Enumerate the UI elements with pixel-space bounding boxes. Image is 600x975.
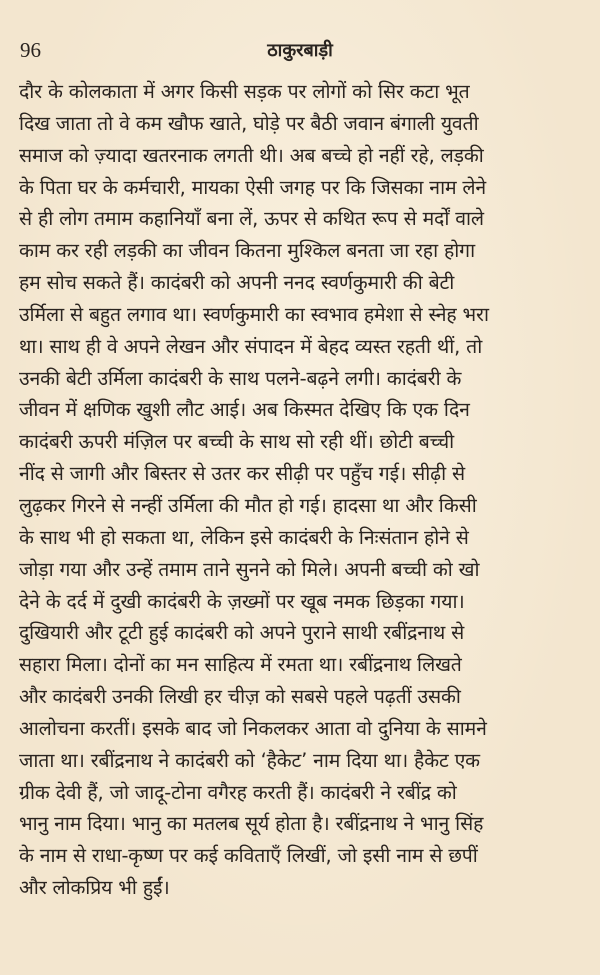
text-line: उर्मिला से बहुत लगाव था। स्वर्णकुमारी का स्वभाव हमेशा से स्नेह भरा xyxy=(19,302,489,326)
page-header xyxy=(20,38,580,66)
text-line: भानु नाम दिया। भानु का मतलब सूर्य होता है। रबींद्रनाथ ने भानु सिंह xyxy=(19,812,484,836)
text-line: जाता था। रबींद्रनाथ ने कादंबरी को ‘हैकेट’ नाम दिया था। हैकेट एक xyxy=(19,748,480,772)
text-line: और लोकप्रिय भी हुईं। xyxy=(19,876,170,900)
text-line: के साथ भी हो सकता था, लेकिन इसे कादंबरी के निःसंतान होने से xyxy=(19,525,469,549)
page-number: 96 xyxy=(20,38,41,62)
text-line: लुढ़कर गिरने से नन्हीं उर्मिला की मौत हो गई। हादसा था और किसी xyxy=(19,493,477,517)
text-line: उनकी बेटी उर्मिला कादंबरी के साथ पलने-बढ़ने लगी। कादंबरी के xyxy=(19,366,462,390)
text-line: जीवन में क्षणिक खुशी लौट आई। अब किस्मत देखिए कि एक दिन xyxy=(19,398,470,422)
text-line: के पिता घर के कर्मचारी, मायका ऐसी जगह पर कि जिसका नाम लेने xyxy=(19,175,487,199)
text-line: और कादंबरी उनकी लिखी हर चीज़ को सबसे पहले पढ़तीं उसकी xyxy=(19,685,461,709)
text-line: देने के दर्द में दुखी कादंबरी के ज़ख्मों पर खूब नमक छिड़का गया। xyxy=(19,589,465,613)
running-title: ठाकुरबाड़ी xyxy=(267,40,333,61)
text-line: ग्रीक देवी हैं, जो जादू-टोना वगैरह करती हैं। कादंबरी ने रबींद्र को xyxy=(19,780,457,804)
text-line: के नाम से राधा-कृष्ण पर कई कविताएँ लिखीं, जो इसी नाम से छपीं xyxy=(19,844,478,868)
text-line: था। साथ ही वे अपने लेखन और संपादन में बेहद व्यस्त रहती थीं, तो xyxy=(19,334,483,358)
text-line: जोड़ा गया और उन्हें तमाम ताने सुनने को मिले। अपनी बच्ची को खो xyxy=(19,557,480,581)
text-line: सहारा मिला। दोनों का मन साहित्य में रमता था। रबींद्रनाथ लिखते xyxy=(19,653,462,677)
text-line: दुखियारी और टूटी हुई कादंबरी को अपने पुराने साथी रबींद्रनाथ से xyxy=(19,621,465,645)
text-line: दौर के कोलकाता में अगर किसी सड़क पर लोगों को सिर कटा भूत xyxy=(19,80,470,103)
body-text xyxy=(19,76,585,904)
text-line: नींद से जागी और बिस्तर से उतर कर सीढ़ी पर पहुँच गई। सीढ़ी से xyxy=(19,462,465,486)
text-line: हम सोच सकते हैं। कादंबरी को अपनी ननद स्वर्णकुमारी की बेटी xyxy=(19,271,455,295)
text-line: आलोचना करतीं। इसके बाद जो निकलकर आता वो दुनिया के सामने xyxy=(19,716,487,740)
text-line: कादंबरी ऊपरी मंज़िल पर बच्ची के साथ सो रही थीं। छोटी बच्ची xyxy=(19,430,455,454)
text-line: काम कर रही लड़की का जीवन कितना मुश्किल बनता जा रहा होगा xyxy=(19,239,475,263)
text-line: से ही लोग तमाम कहानियाँ बना लें, ऊपर से कथित रूप से मर्दों वाले xyxy=(19,207,484,231)
text-line: समाज को ज़्यादा खतरनाक लगती थी। अब बच्चे हो नहीं रहे, लड़की xyxy=(19,143,484,167)
text-line: दिख जाता तो वे कम खौफ खाते, घोड़े पर बैठी जवान बंगाली युवती xyxy=(19,111,479,135)
